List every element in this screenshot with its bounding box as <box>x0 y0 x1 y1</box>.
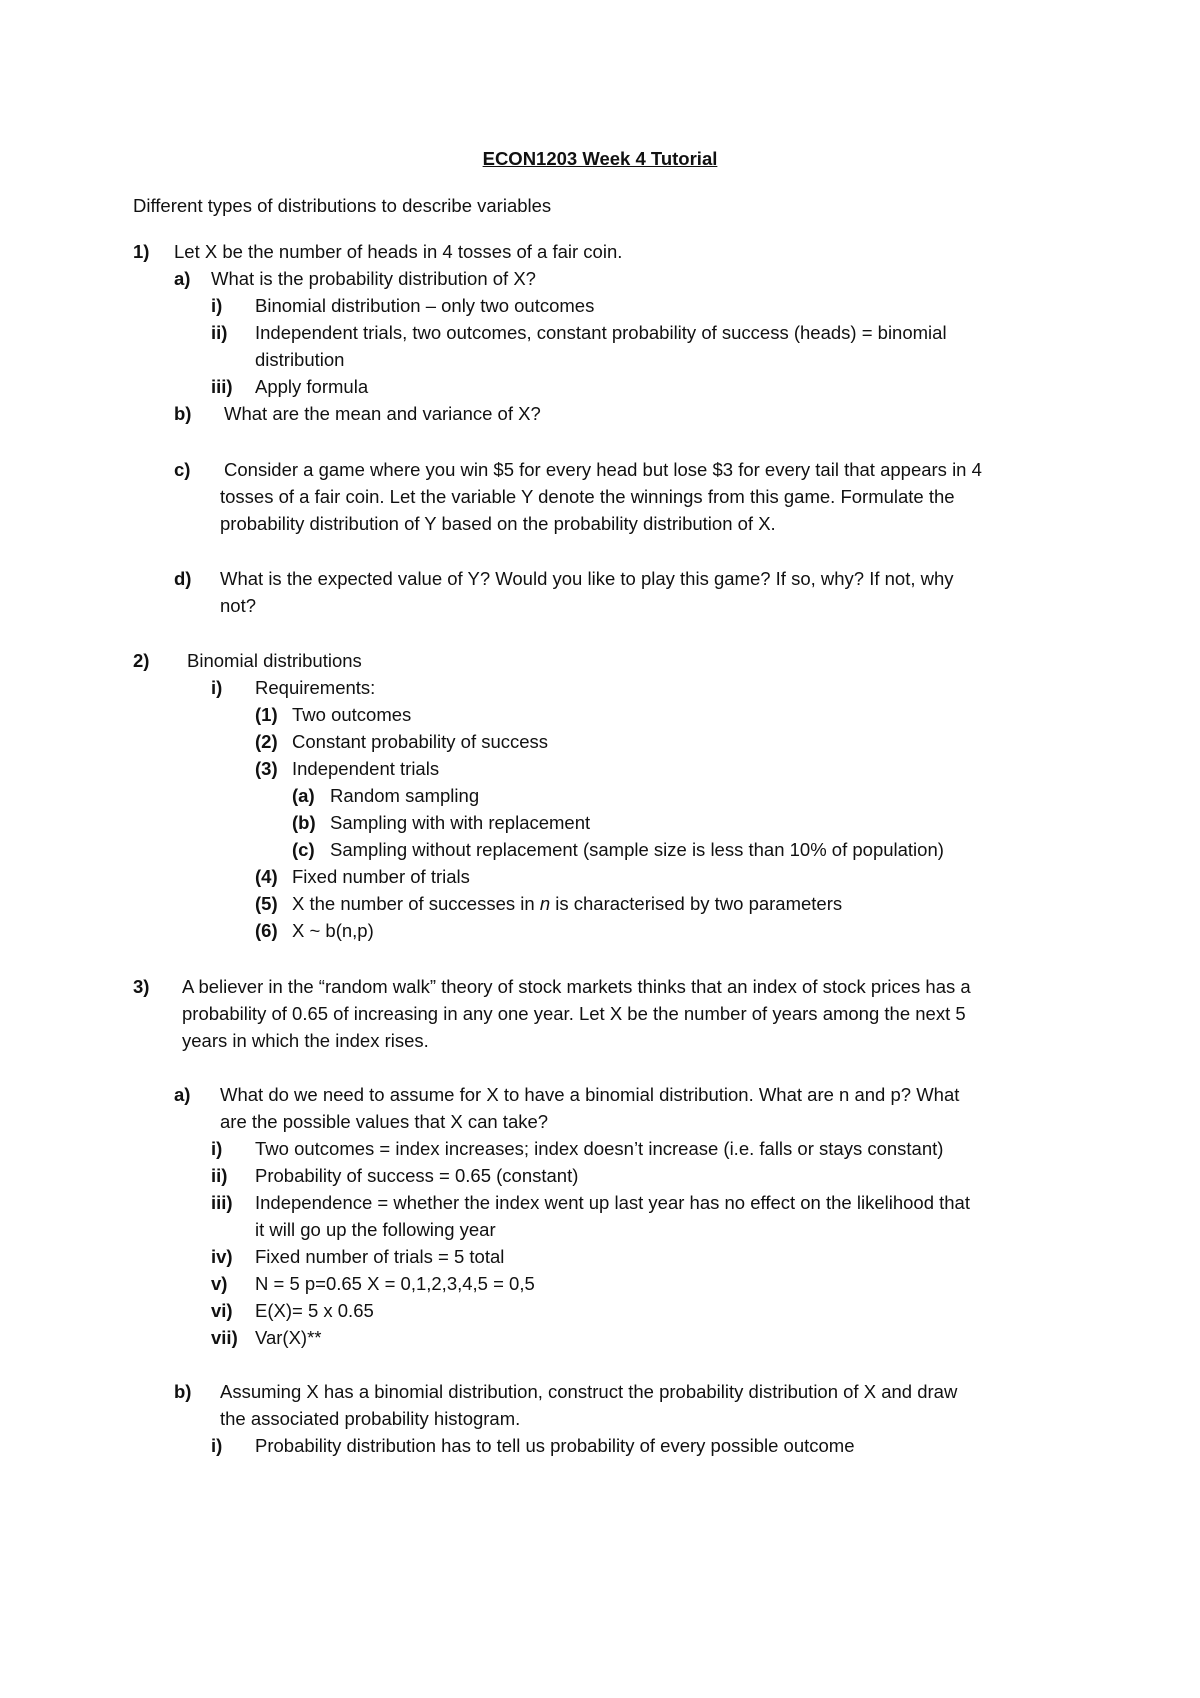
q1d-text2: not? <box>220 595 257 616</box>
sub-req-label: (c) <box>292 839 315 860</box>
q1c-label: c) <box>174 459 191 480</box>
req5-pre: X the number of successes in <box>292 893 540 914</box>
sub-req-text: Sampling without replacement (sample size is less than 10% of population) <box>330 839 944 860</box>
q1a-text: What is the probability distribution of X? <box>211 268 536 289</box>
req-label: (5) <box>255 893 278 914</box>
req-text <box>292 891 842 917</box>
q1c-text3: probability distribution of Y based on the probability distribution of X. <box>220 513 776 534</box>
req-label: (4) <box>255 866 278 887</box>
q3b-i-text: Probability distribution has to tell us probability of every possible outcome <box>255 1435 855 1456</box>
req-label: (6) <box>255 920 278 941</box>
q3b-label: b) <box>174 1381 192 1402</box>
q1b-text: What are the mean and variance of X? <box>224 403 541 424</box>
page-title: ECON1203 Week 4 Tutorial <box>482 148 718 169</box>
req5-n: n <box>539 893 551 914</box>
req-text: Constant probability of success <box>292 731 549 752</box>
q1a-label: a) <box>174 268 191 289</box>
q1a-ii-text1: Independent trials, two outcomes, constant probability of success (heads) = binomial <box>255 322 947 343</box>
q3-label: 3) <box>133 976 150 997</box>
req5-post: is characterised by two parameters <box>550 893 843 914</box>
subtitle: Different types of distributions to describe variables <box>133 195 552 216</box>
q1a-iii-label: iii) <box>211 376 233 397</box>
q3a-item-text: E(X)= 5 x 0.65 <box>255 1300 374 1321</box>
q3a-item-label: iii) <box>211 1192 233 1213</box>
q1c-text2: tosses of a fair coin. Let the variable Y denote the winnings from this game. Formulate the <box>220 486 955 507</box>
q3-text2: probability of 0.65 of increasing in any one year. Let X be the number of years among the next 5 <box>182 1003 966 1024</box>
q3a-item-text: it will go up the following year <box>255 1219 496 1240</box>
req-text: Two outcomes <box>292 704 412 725</box>
q3a-text1: What do we need to assume for X to have a binomial distribution. What are n and p? What <box>220 1084 960 1105</box>
q3a-item-text: Fixed number of trials = 5 total <box>255 1246 505 1267</box>
q1a-ii-label: ii) <box>211 322 228 343</box>
q2-i-text: Requirements: <box>255 677 376 698</box>
q1-label: 1) <box>133 241 150 262</box>
req-text: Independent trials <box>292 758 440 779</box>
q3-text1: A believer in the “random walk” theory of stock markets thinks that an index of stock prices has a <box>182 976 971 997</box>
q3b-text1: Assuming X has a binomial distribution, construct the probability distribution of X and draw <box>220 1381 958 1402</box>
q2-text: Binomial distributions <box>187 650 362 671</box>
q3b-text2: the associated probability histogram. <box>220 1408 521 1429</box>
q3a-item-label: iv) <box>211 1246 233 1267</box>
q3b-i-label: i) <box>211 1435 223 1456</box>
q3a-item-text: Two outcomes = index increases; index doesn’t increase (i.e. falls or stays constant) <box>255 1138 944 1159</box>
q3a-label: a) <box>174 1084 191 1105</box>
q3a-item-text: Var(X)** <box>255 1327 322 1348</box>
sub-req-label: (b) <box>292 812 316 833</box>
q1b-label: b) <box>174 403 192 424</box>
q3a-item-label: vi) <box>211 1300 233 1321</box>
q2-label: 2) <box>133 650 150 671</box>
q3a-item-label: i) <box>211 1138 223 1159</box>
req-text: X ~ b(n,p) <box>292 920 374 941</box>
q1a-iii-text: Apply formula <box>255 376 369 397</box>
q1c-text1: Consider a game where you win $5 for every head but lose $3 for every tail that appears in 4 <box>224 459 982 480</box>
q1a-ii-text2: distribution <box>255 349 345 370</box>
q1d-text1: What is the expected value of Y? Would you like to play this game? If so, why? If not, why <box>220 568 954 589</box>
q3a-item-label: ii) <box>211 1165 228 1186</box>
req-text: Fixed number of trials <box>292 866 470 887</box>
req-label: (1) <box>255 704 278 725</box>
q3a-text2: are the possible values that X can take? <box>220 1111 549 1132</box>
sub-req-label: (a) <box>292 785 315 806</box>
req-label: (2) <box>255 731 278 752</box>
q3a-item-label: v) <box>211 1273 228 1294</box>
q1a-i-text: Binomial distribution – only two outcomes <box>255 295 595 316</box>
q3a-item-label: vii) <box>211 1327 238 1348</box>
req-label: (3) <box>255 758 278 779</box>
q3a-item-text: Probability of success = 0.65 (constant) <box>255 1165 579 1186</box>
q2-i-label: i) <box>211 677 223 698</box>
q3-text3: years in which the index rises. <box>182 1030 429 1051</box>
sub-req-text: Random sampling <box>330 785 480 806</box>
q1-text: Let X be the number of heads in 4 tosses of a fair coin. <box>174 241 623 262</box>
q3a-item-text: Independence = whether the index went up last year has no effect on the likelihood that <box>255 1192 970 1213</box>
q3a-item-text: N = 5 p=0.65 X = 0,1,2,3,4,5 = 0,5 <box>255 1273 535 1294</box>
q1a-i-label: i) <box>211 295 223 316</box>
q1d-label: d) <box>174 568 192 589</box>
sub-req-text: Sampling with with replacement <box>330 812 591 833</box>
